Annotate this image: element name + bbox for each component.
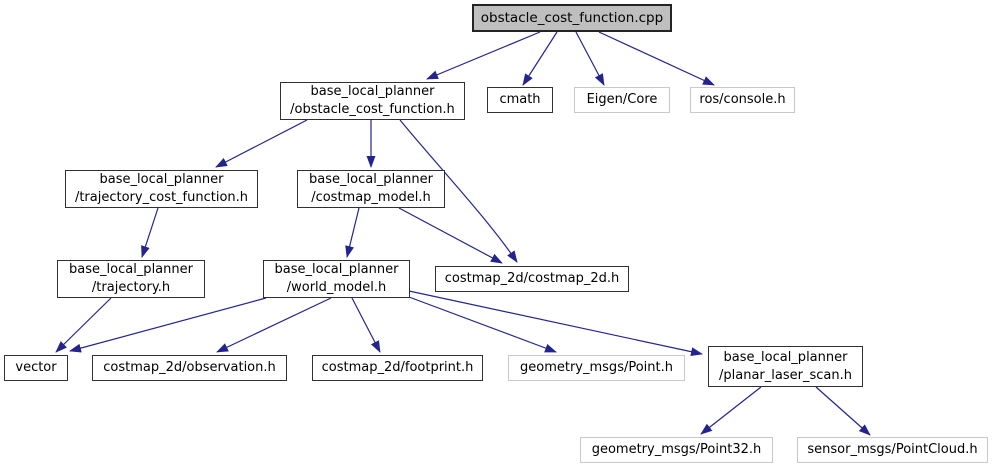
node-point-h	[508, 355, 685, 381]
edge-costmap-model-h-to-world-model-h	[347, 208, 359, 257]
edge-cpp-to-eigen-core	[576, 32, 604, 85]
node-label-line1: base_local_planner	[274, 262, 399, 277]
edge-world-model-h-to-planar-laser-scan-h	[409, 291, 702, 354]
node-label: costmap_2d/observation.h	[103, 360, 276, 375]
node-cmath[interactable]	[487, 87, 553, 113]
node-label-line2: /costmap_model.h	[311, 190, 431, 205]
node-label: Eigen/Core	[586, 92, 658, 107]
node-pointcloud-h	[797, 437, 988, 463]
edge-cpp-to-obstacle-cost-function-h	[427, 32, 540, 79]
node-label: geometry_msgs/Point.h	[520, 360, 673, 375]
node-label-line2: /planar_laser_scan.h	[719, 367, 852, 383]
edge-world-model-h-to-footprint-h	[352, 298, 380, 352]
node-label-line1: base_local_planner	[723, 349, 848, 365]
node-label: vector	[15, 360, 57, 375]
node-trajectory-cost-function-h[interactable]	[65, 170, 258, 208]
edge-planar-laser-scan-h-to-pointcloud-h	[816, 387, 870, 435]
node-costmap-2d-h[interactable]	[435, 266, 629, 292]
edge-cpp-to-cmath	[523, 32, 557, 85]
edge-trajectory-cost-function-h-to-trajectory-h	[142, 208, 158, 257]
node-eigen-core	[574, 87, 670, 113]
node-label-line1: base_local_planner	[309, 172, 433, 187]
edge-world-model-h-to-point-h	[409, 297, 556, 352]
node-label: sensor_msgs/PointCloud.h	[807, 442, 978, 457]
node-label: costmap_2d/costmap_2d.h	[444, 271, 620, 286]
node-trajectory-h[interactable]	[57, 260, 205, 298]
node-label-line1: base_local_planner	[99, 172, 224, 187]
node-world-model-h[interactable]	[263, 260, 410, 298]
node-label-line1: base_local_planner	[310, 84, 435, 99]
edge-obstacle-h-to-trajectory-cost-function-h	[216, 120, 307, 167]
node-label-line2: /obstacle_cost_function.h	[290, 102, 455, 117]
node-costmap-model-h[interactable]	[297, 170, 445, 208]
node-point32-h	[580, 437, 773, 463]
node-label-line2: /world_model.h	[286, 280, 387, 295]
node-obstacle-cost-function-h[interactable]	[280, 82, 465, 120]
node-obstacle-cost-function-cpp	[472, 4, 672, 32]
node-footprint-h[interactable]	[312, 355, 483, 381]
node-label: obstacle_cost_function.cpp	[480, 10, 664, 26]
edge-cpp-to-ros-console-h	[599, 32, 714, 85]
node-label-line1: base_local_planner	[69, 262, 193, 277]
node-label: costmap_2d/footprint.h	[321, 360, 474, 375]
node-vector[interactable]	[4, 355, 68, 381]
edge-planar-laser-scan-h-to-point32-h	[701, 387, 761, 434]
edge-costmap-model-h-to-costmap-2d-h	[399, 208, 502, 263]
node-observation-h[interactable]	[92, 355, 287, 381]
node-label-line2: /trajectory_cost_function.h	[74, 190, 249, 205]
node-label: ros/console.h	[699, 92, 786, 107]
node-ros-console-h	[690, 87, 795, 113]
node-label: geometry_msgs/Point32.h	[591, 442, 762, 457]
node-label: cmath	[499, 92, 541, 107]
node-label-line2: /trajectory.h	[91, 280, 171, 295]
node-planar-laser-scan-h[interactable]	[708, 346, 863, 387]
edge-trajectory-h-to-vector	[56, 298, 111, 352]
